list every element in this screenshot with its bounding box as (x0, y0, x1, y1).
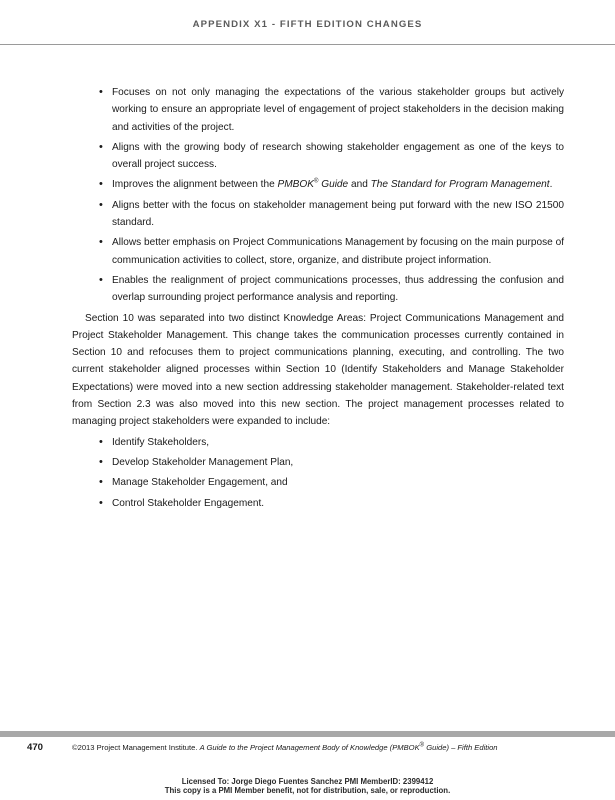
footer-copyright: ©2013 Project Management Institute. A Guide to the Project Management Body of Knowledge (PMBOK® Guide) – Fifth Edition (72, 742, 498, 752)
page-header (0, 0, 615, 45)
license-notice (0, 777, 615, 795)
list-item: • Allows better emphasis on Project Communications Management by focusing on the main purpose of communication activities to collect, store, organize, and distribute project information. (112, 234, 564, 269)
list-item: • Control Stakeholder Engagement. (112, 495, 564, 512)
list-item: • Focuses on not only managing the expectations of the various stakeholder groups but actively working to ensure an appropriate level of engagement of project stakeholders in the decision making and activities of the project. (112, 84, 564, 136)
bullet-list-changes (72, 84, 564, 307)
list-item: • Identify Stakeholders, (112, 434, 564, 451)
page-number: 470 (27, 742, 44, 753)
list-item: • Aligns better with the focus on stakeholder management being put forward with the new ISO 21500 standard. (112, 197, 564, 232)
list-item: • Develop Stakeholder Management Plan, (112, 454, 564, 471)
body-paragraph: Section 10 was separated into two distinct Knowledge Areas: Project Communications Management and Project Stakeholder Management. This change takes the communication processes currently contained in Section 10 and refocuses them to project communications planning, executing, and controlling. The two current stakeholder aligned processes within Section 10 (Identify Stakeholders and Manage Stakeholder Expectations) were moved into a new section addressing stakeholder management. Stakeholder-related text from Section 2.3 was also moved into this new section. The project management processes related to managing project stakeholders were expanded to include: (72, 312, 564, 428)
page-body (72, 84, 564, 515)
list-item: • Enables the realignment of project communications processes, thus addressing the confusion and overlap surrounding project performance analysis and reporting. (112, 272, 564, 307)
list-item: • Aligns with the growing body of research showing stakeholder engagement as one of the keys to overall project success. (112, 139, 564, 174)
license-line-1: Licensed To: Jorge Diego Fuentes Sanchez PMI MemberID: 2399412 (181, 777, 434, 786)
bullet-list-processes (72, 434, 564, 512)
footer-divider-band (0, 731, 615, 737)
running-header-title: APPENDIX X1 - FIFTH EDITION CHANGES (192, 19, 423, 30)
license-line-2: This copy is a PMI Member benefit, not for distribution, sale, or reproduction. (164, 786, 451, 795)
list-item: • Manage Stakeholder Engagement, and (112, 474, 564, 491)
list-item: • Improves the alignment between the PMBOK® Guide and The Standard for Program Management. (112, 176, 564, 193)
